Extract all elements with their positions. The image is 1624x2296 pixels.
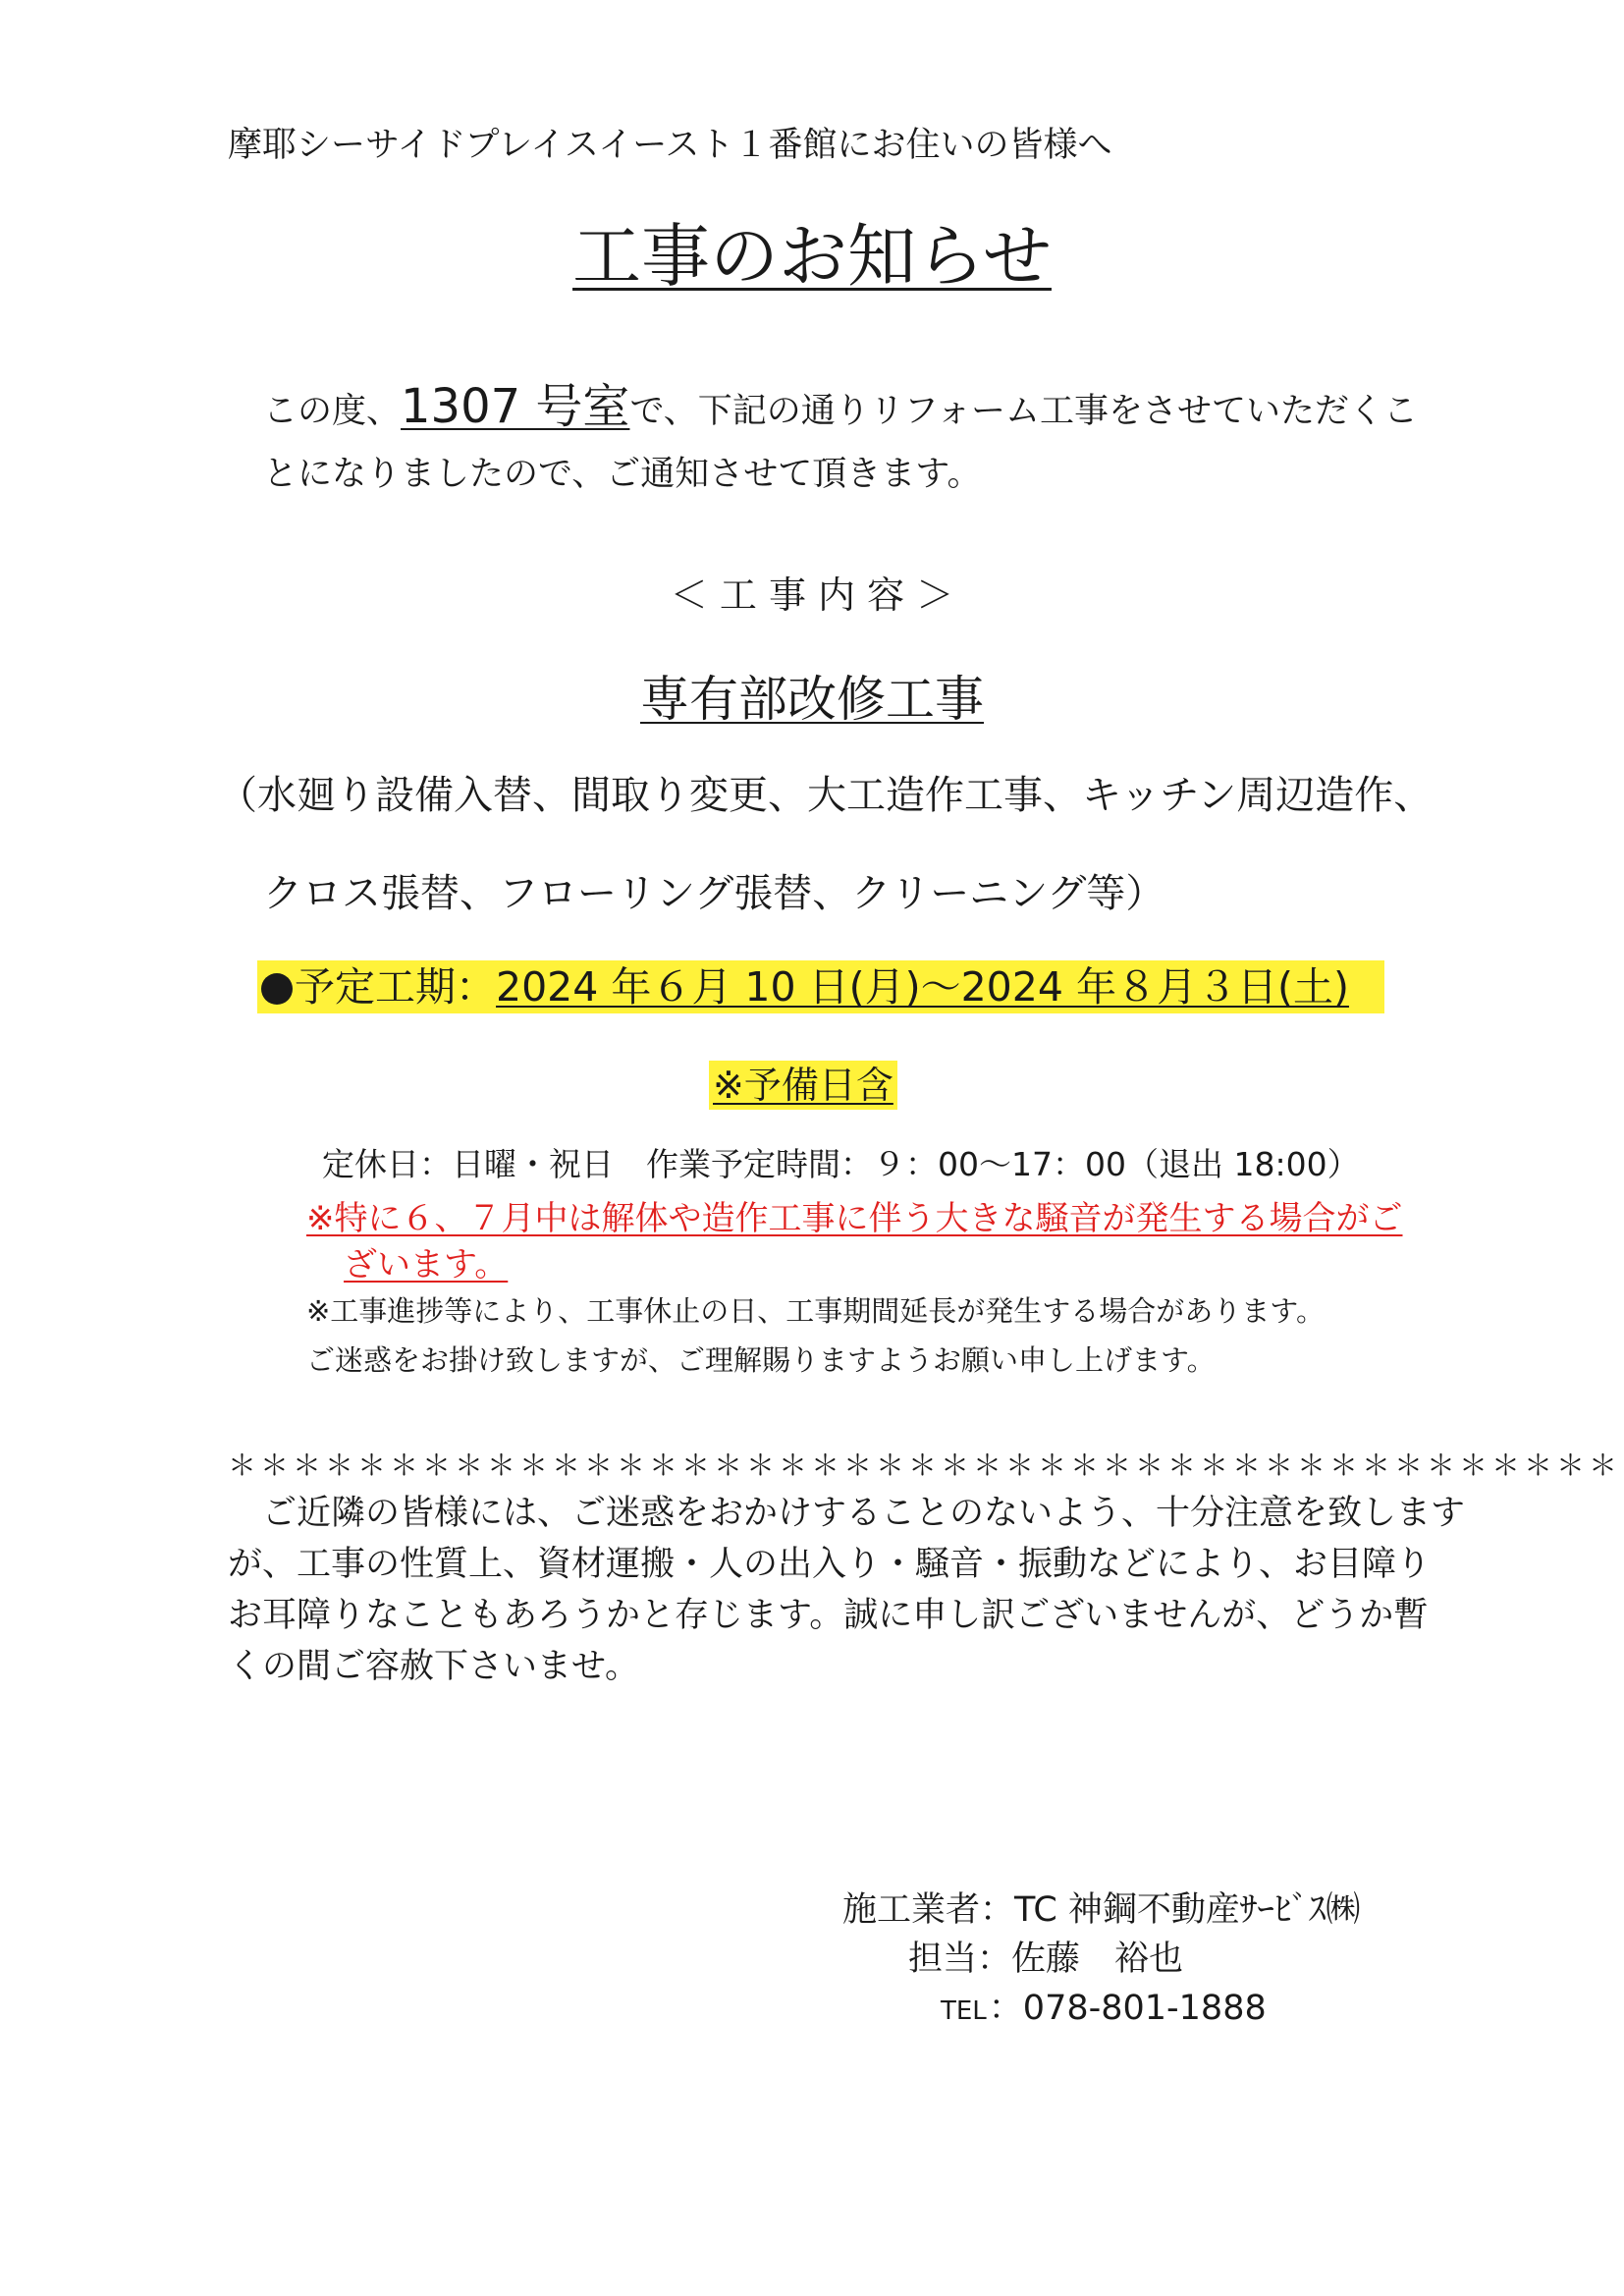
intro-prefix: この度、	[263, 392, 402, 431]
schedule-dates: 2024 年６月 10 日(月)～2024 年８月３日(土)	[496, 963, 1349, 1011]
intro-line-1	[263, 368, 1418, 436]
intro-line-1-rest: で、下記の通りリフォーム工事をさせていただくこ	[629, 392, 1418, 431]
contact-person-line: 担当：佐藤 裕也	[908, 1940, 1184, 1979]
schedule-banner	[257, 960, 1384, 1013]
section-heading-work-content: ＜ 工 事 内 容 ＞	[670, 574, 954, 617]
telephone-number: ：078-801-1888	[988, 1989, 1267, 2028]
tel-prefix: TEL	[941, 1996, 987, 2026]
neighbor-notice-line-2: が、工事の性質上、資材運搬・人の出入り・騒音・振動などにより、お目障り	[228, 1545, 1432, 1584]
intro-line-2: とになりましたので、ご通知させて頂きます。	[263, 455, 982, 494]
schedule-label: 予定工期：	[295, 963, 496, 1011]
room-number: 1307 号室	[401, 379, 630, 434]
work-details-line-2: クロス張替、フローリング張替、クリーニング等）	[263, 871, 1165, 916]
neighbor-notice-line-1: ご近隣の皆様には、ご迷惑をおかけすることのないよう、十分注意を致します	[228, 1494, 1466, 1533]
neighbor-notice-line-4: くの間ご容赦下さいませ。	[228, 1647, 639, 1686]
contractor-line: 施工業者：TC 神鋼不動産ｻｰﾋﾞｽ㈱	[842, 1890, 1361, 1930]
telephone-line	[941, 1981, 1267, 2030]
noise-warning-line-2: ざいます。	[344, 1245, 509, 1285]
apology-note: ご迷惑をお掛け致しますが、ご理解賜りますようお願い申し上げます。	[306, 1343, 1216, 1377]
notice-title	[0, 201, 1624, 301]
schedule-change-note: ※工事進捗等により、工事休止の日、工事期間延長が発生する場合があります。	[306, 1294, 1325, 1328]
notice-title-text: 工事のお知らせ	[572, 216, 1052, 297]
work-details-line-1: （水廻り設備入替、間取り変更、大工造作工事、キッチン周辺造作、	[218, 773, 1434, 818]
separator-line: ＊＊＊＊＊＊＊＊＊＊＊＊＊＊＊＊＊＊＊＊＊＊＊＊＊＊＊＊＊＊＊＊＊＊＊＊＊＊＊＊＊＊＊	[228, 1449, 1622, 1482]
bullet-dot-icon	[261, 973, 293, 1005]
neighbor-notice-line-3: お耳障りなこともあろうかと存じます。誠に申し訳ございませんが、どうか暫	[228, 1596, 1429, 1635]
reserve-days-note: ※予備日含	[709, 1061, 897, 1110]
addressee-line: 摩耶シーサイドプレイスイースト１番館にお住いの皆様へ	[228, 126, 1112, 165]
work-title-text: 専有部改修工事	[640, 671, 984, 728]
work-title	[0, 660, 1624, 731]
noise-warning-line-1: ※特に６、７月中は解体や造作工事に伴う大きな騒音が発生する場合がご	[306, 1199, 1403, 1238]
working-hours-line: 定休日：日曜・祝日 作業予定時間：９：00～17：00（退出 18:00）	[322, 1145, 1360, 1183]
